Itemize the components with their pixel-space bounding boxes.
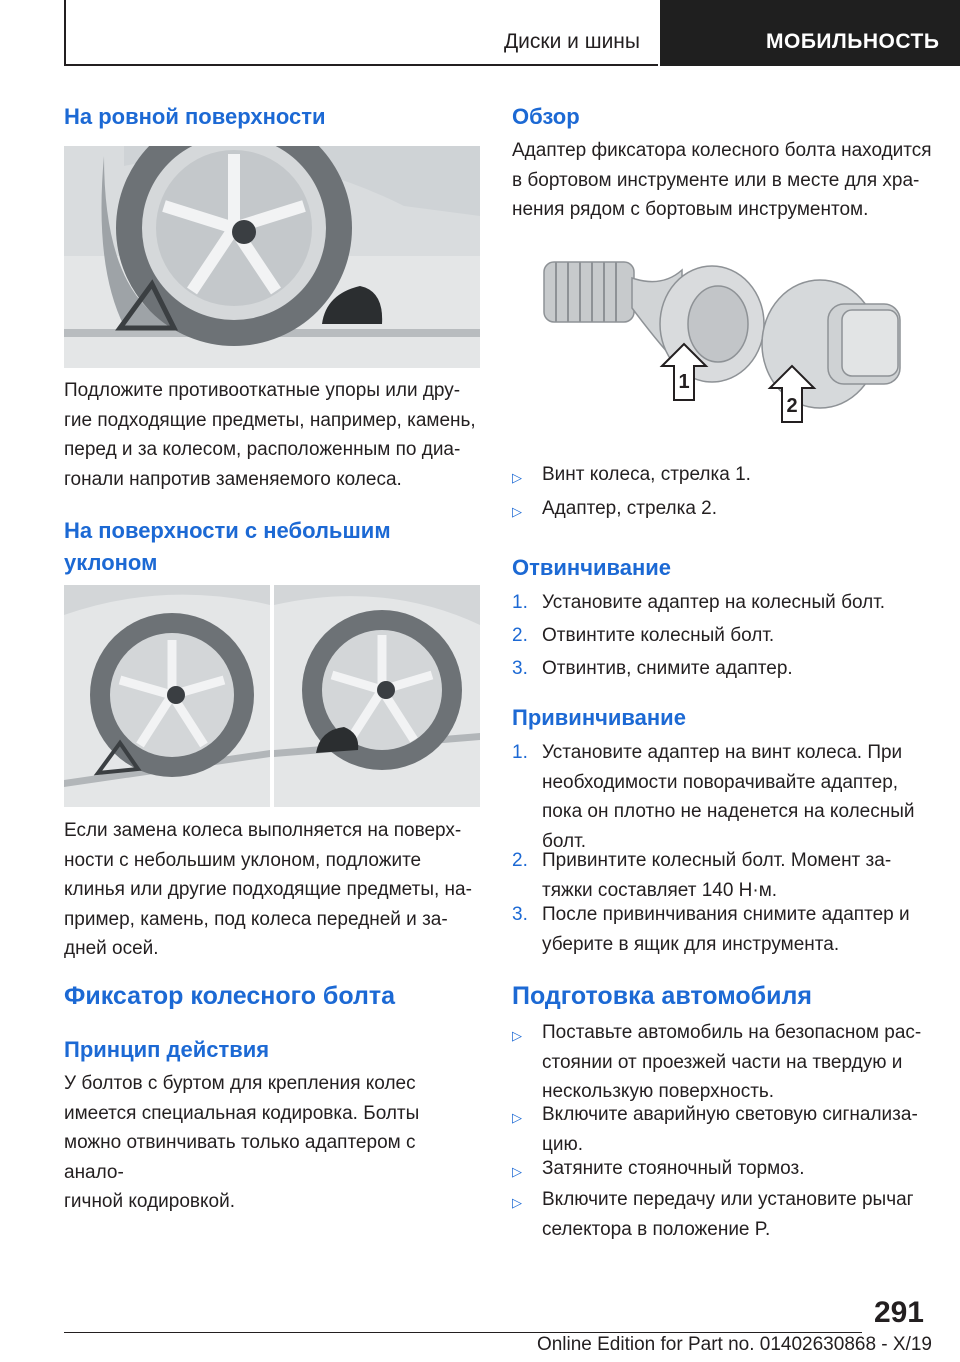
- bullet-triangle-icon: ▷: [512, 1195, 522, 1210]
- paragraph-principle: У болтов с буртом для крепления колес имеется специальная кодировка. Болты можно отвинчивать только адаптером с анало- гичной кодировкой.: [64, 1073, 420, 1212]
- page-number: 291: [873, 1296, 924, 1329]
- heading-wheel-lock: Фиксатор колесного болта: [64, 982, 396, 1010]
- flat-surface-illustration: [64, 146, 480, 368]
- bullet-triangle-icon: ▷: [512, 1028, 522, 1043]
- bullet-triangle-icon: ▷: [512, 470, 522, 485]
- paragraph-overview: Адаптер фиксатора колесного болта находится в бортовом инструменте или в месте для хра- нения рядом с бортовым инструментом.: [512, 140, 932, 220]
- paragraph-slope: Если замена колеса выполняется на поверх- ности с небольшим уклоном, подложите клинья или другие подходящие предметы, на- пример, камень, под колеса передней и за- дней осей.: [64, 820, 472, 959]
- bullet-triangle-icon: ▷: [512, 504, 522, 519]
- paragraph-flat-surface: Подложите противооткатные упоры или дру- гие подходящие предметы, например, камень, перед и за колесом, расположенным по диа- гонали напротив заменяемого колеса.: [64, 380, 476, 490]
- heading-prepare-vehicle: Подготовка автомобиля: [512, 982, 812, 1010]
- header-left-rule: [64, 0, 66, 66]
- slope-illustration: [64, 585, 480, 807]
- bullet-triangle-icon: ▷: [512, 1164, 522, 1179]
- heading-unscrew: Отвинчивание: [512, 555, 672, 580]
- bullet-triangle-icon: ▷: [512, 1110, 522, 1125]
- chapter-tab[interactable]: [660, 0, 960, 66]
- heading-principle: Принцип действия: [64, 1037, 270, 1062]
- heading-screw: Привинчивание: [512, 705, 686, 730]
- chapter-title: МОБИЛЬНОСТЬ: [766, 30, 940, 53]
- heading-slope: На поверхности с небольшим уклоном: [64, 518, 391, 575]
- footer-rule: [64, 1332, 862, 1333]
- header-bottom-rule: [64, 64, 658, 66]
- bolt-adapter-illustration: [532, 248, 932, 448]
- heading-flat-surface: На ровной поверхности: [64, 104, 326, 129]
- section-title: Диски и шины: [503, 30, 640, 53]
- section-tab[interactable]: [400, 0, 658, 64]
- callout-2: 2: [786, 395, 798, 417]
- callout-1: 1: [678, 371, 690, 393]
- heading-overview: Обзор: [512, 104, 580, 129]
- footer-edition: Online Edition for Part no. 01402630868 - X/19: [536, 1334, 932, 1355]
